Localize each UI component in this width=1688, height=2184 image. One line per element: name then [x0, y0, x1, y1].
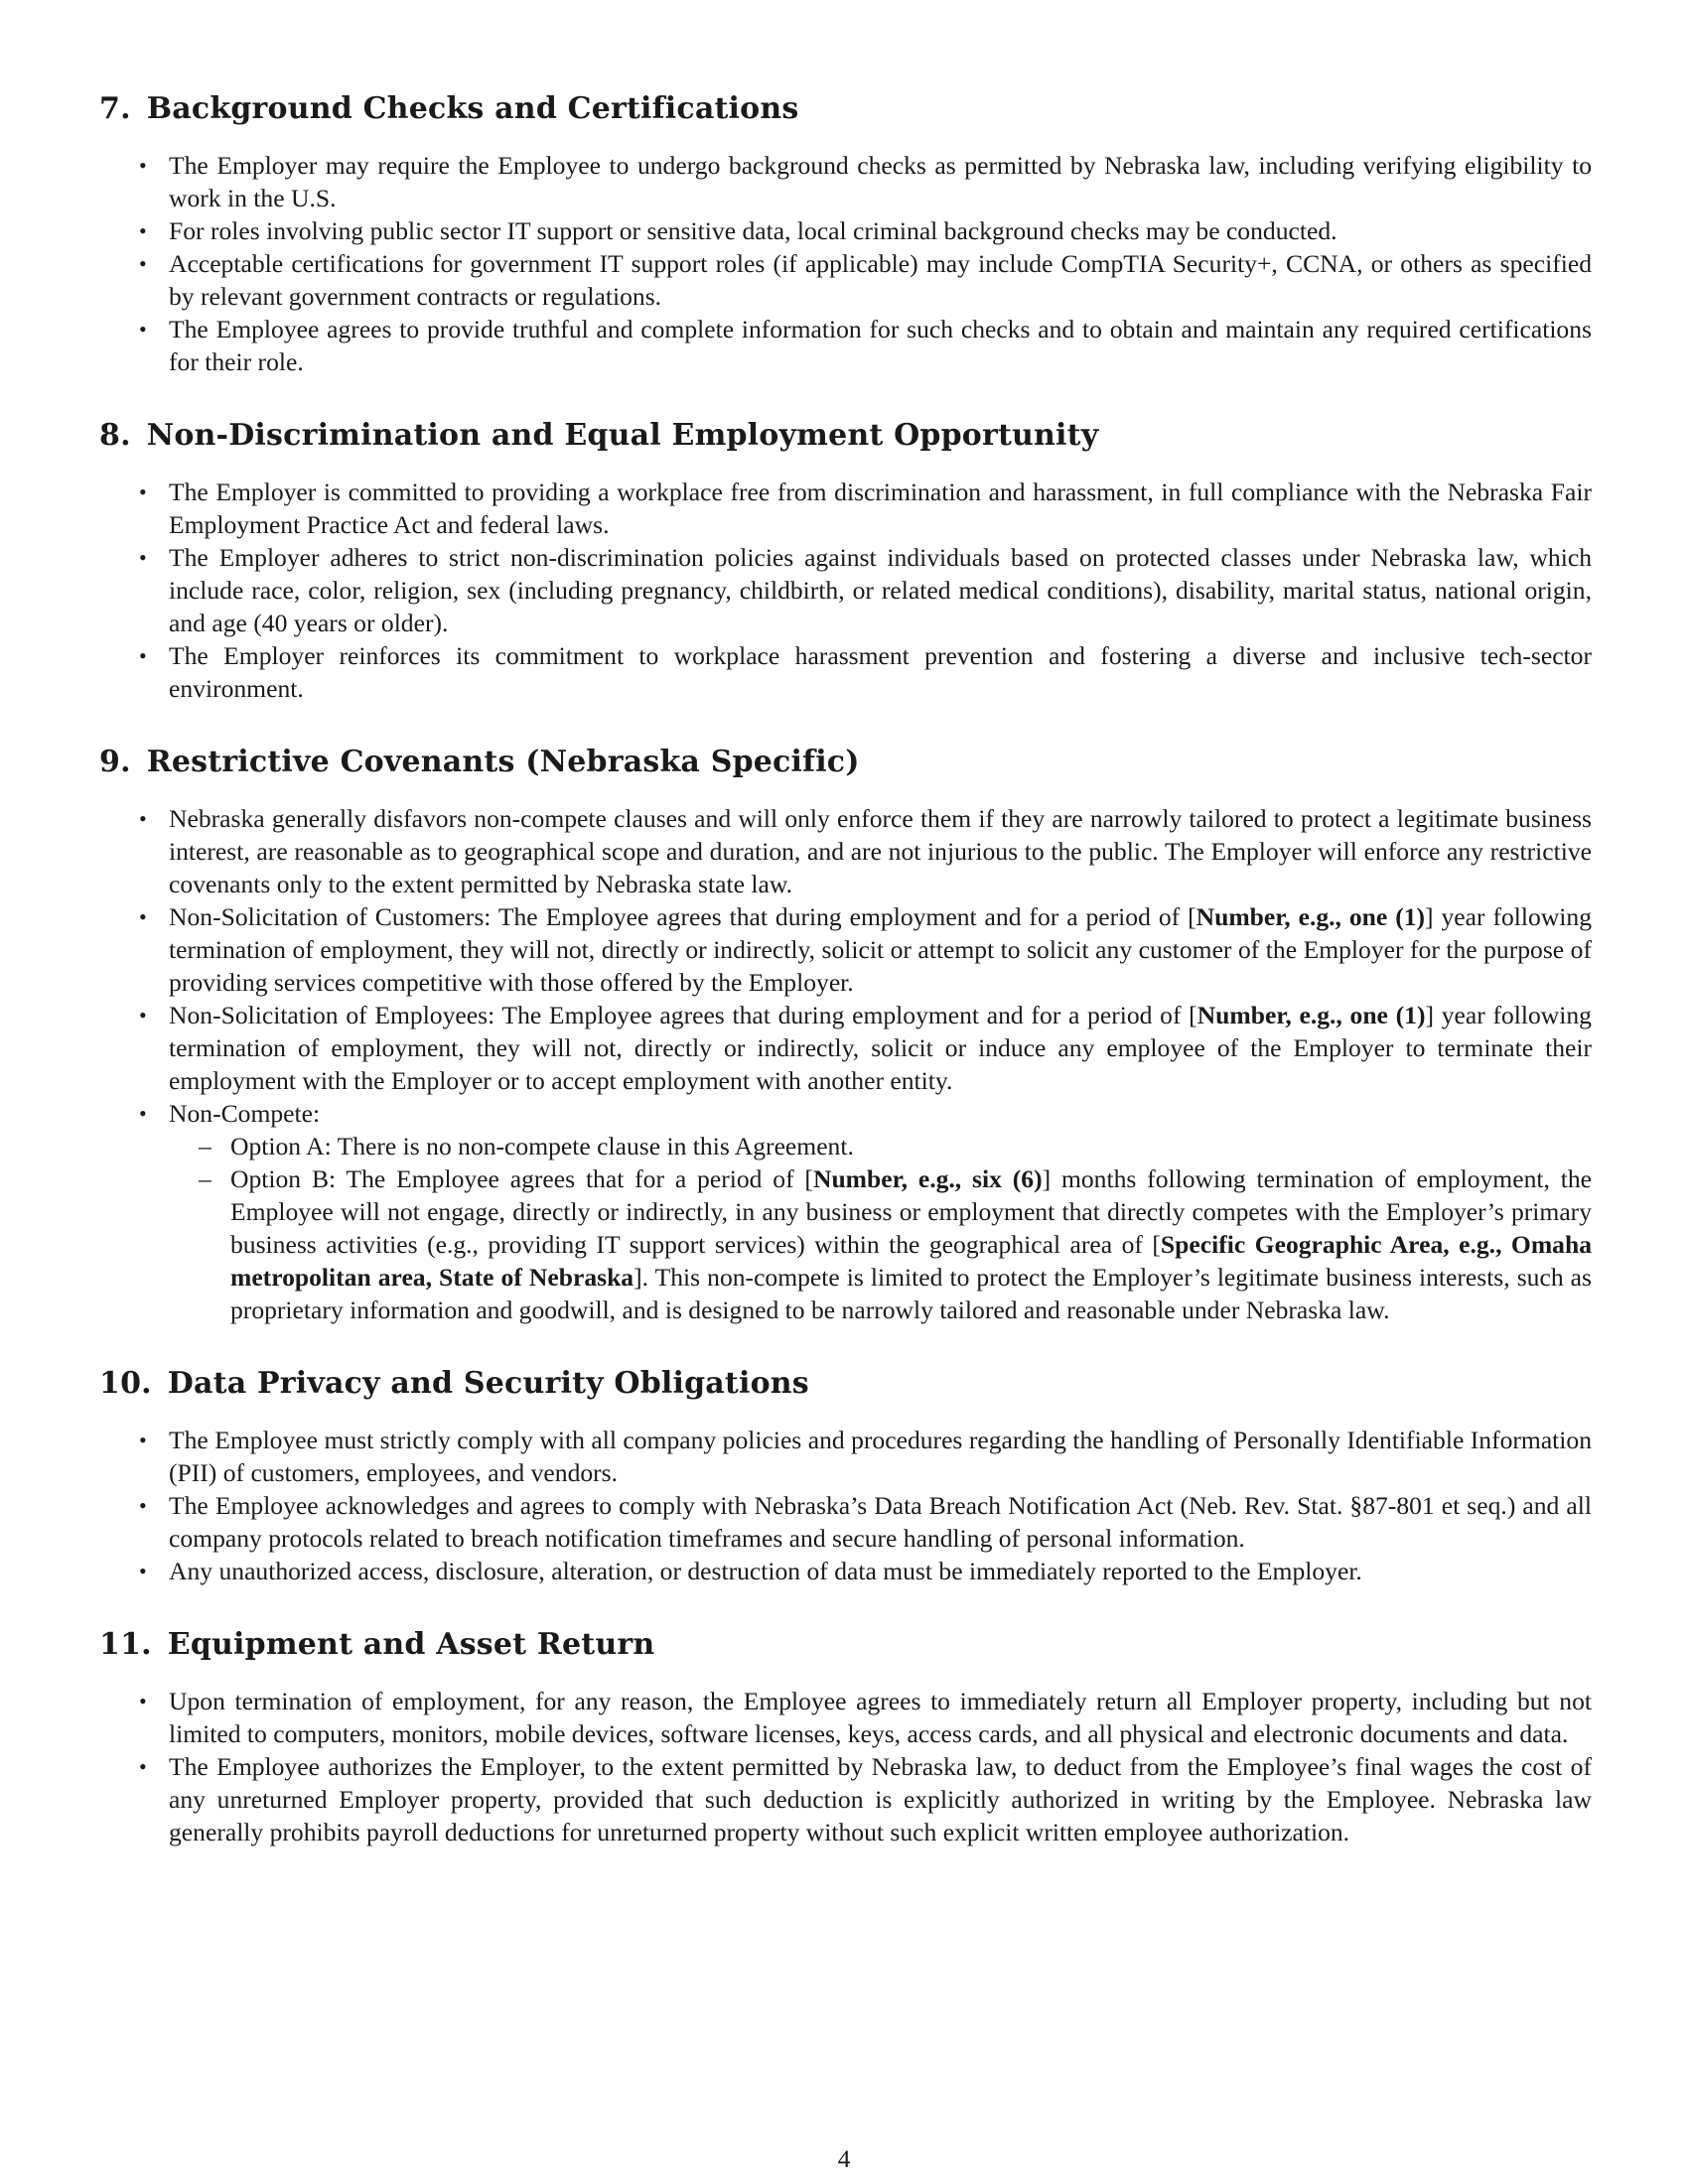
section-10 — [99, 1366, 1592, 1587]
section-8 — [99, 418, 1592, 705]
text-run: Non-Solicitation of Employees: The Employee agrees that during employment and for a period of [ — [169, 1001, 1197, 1029]
text-run: ] year following termination of employment, they will not, directly or indirectly, solicit or induce any employee of the Employer to terminate their employment with the Employer or to accept employment with another entity. — [169, 1001, 1592, 1095]
list-item: • The Employer may require the Employee to undergo background checks as permitted by Nebraska law, including verifying eligibility to work in the U.S. — [169, 149, 1592, 214]
list-item: • Nebraska generally disfavors non-compete clauses and will only enforce them if they are narrowly tailored to protect a legitimate business interest, are reasonable as to geographical scope and duration, and are not injurious to the public. The Employer will enforce any restrictive covenants only to the extent permitted by Nebraska state law. — [169, 802, 1592, 900]
bullet-list — [99, 149, 1592, 378]
text-run: Non-Solicitation of Customers: The Employee agrees that during employment and for a period of [ — [169, 902, 1196, 931]
list-item: • Upon termination of employment, for any reason, the Employee agrees to immediately return all Employer property, including but not limited to computers, monitors, mobile devices, software licenses, keys, access cards, and all physical and electronic documents and data. — [169, 1685, 1592, 1750]
bullet-list — [99, 1424, 1592, 1587]
list-item: • Acceptable certifications for government IT support roles (if applicable) may include CompTIA Security+, CCNA, or others as specified by relevant government contracts or regulations. — [169, 247, 1592, 313]
section-heading — [99, 91, 1592, 127]
placeholder-bold: Number, e.g., six (6) — [812, 1164, 1043, 1193]
list-item: • The Employee authorizes the Employer, to the extent permitted by Nebraska law, to deduct from the Employee’s final wages the cost of any unreturned Employer property, provided that such deduction is explicitly authorized in writing by the Employee. Nebraska law generally prohibits payroll deductions for unreturned property without such explicit written employee authorization. — [169, 1750, 1592, 1848]
section-title: Data Privacy and Security Obligations — [167, 1366, 809, 1401]
section-number: 8. — [99, 418, 131, 453]
section-number: 11. — [99, 1627, 152, 1662]
text-run: ] year following termination of employment, they will not, directly or indirectly, solicit or attempt to solicit any customer of the Employer for the purpose of providing services competitive with those offered by the Employer. — [169, 902, 1593, 997]
list-item: • The Employer reinforces its commitment to workplace harassment prevention and fostering a diverse and inclusive tech-sector environment. — [169, 639, 1592, 705]
placeholder-bold: Specific Geographic Area, e.g., Omaha metropolitan area, State of Nebraska — [230, 1230, 1592, 1292]
section-heading — [99, 1627, 1592, 1663]
section-11 — [99, 1627, 1592, 1848]
list-item: • The Employee acknowledges and agrees to comply with Nebraska’s Data Breach Notification Act (Neb. Rev. Stat. §87-801 et seq.) and all company protocols related to breach notification timeframes and secure handling of personal information. — [169, 1489, 1592, 1555]
section-number: 10. — [99, 1366, 152, 1401]
text-run: Option B: The Employee agrees that for a period of [ — [230, 1164, 813, 1193]
section-number: 9. — [99, 745, 131, 779]
list-item: • Any unauthorized access, disclosure, alteration, or destruction of data must be immediately reported to the Employer. — [169, 1555, 1592, 1587]
list-item: • The Employee must strictly comply with all company policies and procedures regarding the handling of Personally Identifiable Information (PII) of customers, employees, and vendors. — [169, 1424, 1592, 1489]
section-title: Restrictive Covenants (Nebraska Specific) — [146, 745, 860, 779]
bullet-list — [99, 1685, 1592, 1848]
placeholder-bold: Number, e.g., one (1) — [1196, 1001, 1426, 1029]
list-item-non-compete — [169, 1097, 1592, 1326]
text-run: ] months following termination of employment, the Employee will not engage, directly or indirectly, in any business or employment that directly competes with the Employer’s primary business activities (e.g., providing IT support services) within the geographical area of [ — [230, 1164, 1592, 1259]
list-item: • The Employer adheres to strict non-discrimination policies against individuals based on protected classes under Nebraska law, which include race, color, religion, sex (including pregnancy, childbirth, or related medical conditions), disability, marital status, national origin, and age (40 years or older). — [169, 541, 1592, 639]
list-item-non-solicitation-customers — [169, 900, 1592, 999]
sub-list — [169, 1130, 1592, 1326]
list-item: • The Employer is committed to providing a workplace free from discrimination and harassment, in full compliance with the Nebraska Fair Employment Practice Act and federal laws. — [169, 476, 1592, 541]
section-heading — [99, 1366, 1592, 1402]
bullet-list — [99, 476, 1592, 705]
section-title: Background Checks and Certifications — [146, 91, 799, 126]
bullet-list — [99, 802, 1592, 1326]
section-number: 7. — [99, 91, 131, 126]
list-item: • The Employee agrees to provide truthful and complete information for such checks and to obtain and maintain any required certifications for their role. — [169, 313, 1592, 378]
sub-list-item-option-a: – Option A: There is no non-compete clause in this Agreement. — [230, 1130, 1592, 1162]
section-title: Equipment and Asset Return — [167, 1627, 655, 1662]
placeholder-bold: Number, e.g., one (1) — [1196, 902, 1426, 931]
section-heading — [99, 418, 1592, 454]
document-page — [99, 91, 1592, 1888]
section-7 — [99, 91, 1592, 378]
text-run: ]. This non-compete is limited to protect the Employer’s legitimate business interests, such as proprietary information and goodwill, and is designed to be narrowly tailored and reasonable under Nebraska law. — [230, 1263, 1592, 1324]
section-title: Non-Discrimination and Equal Employment Opportunity — [146, 418, 1099, 453]
sub-list-item-option-b — [230, 1162, 1592, 1326]
list-item-non-solicitation-employees — [169, 999, 1592, 1097]
page-number: 4 — [837, 2144, 851, 2173]
text-run: Non-Compete: — [169, 1099, 321, 1128]
section-heading — [99, 745, 1592, 780]
section-9 — [99, 745, 1592, 1326]
list-item: • For roles involving public sector IT support or sensitive data, local criminal background checks may be conducted. — [169, 214, 1592, 247]
